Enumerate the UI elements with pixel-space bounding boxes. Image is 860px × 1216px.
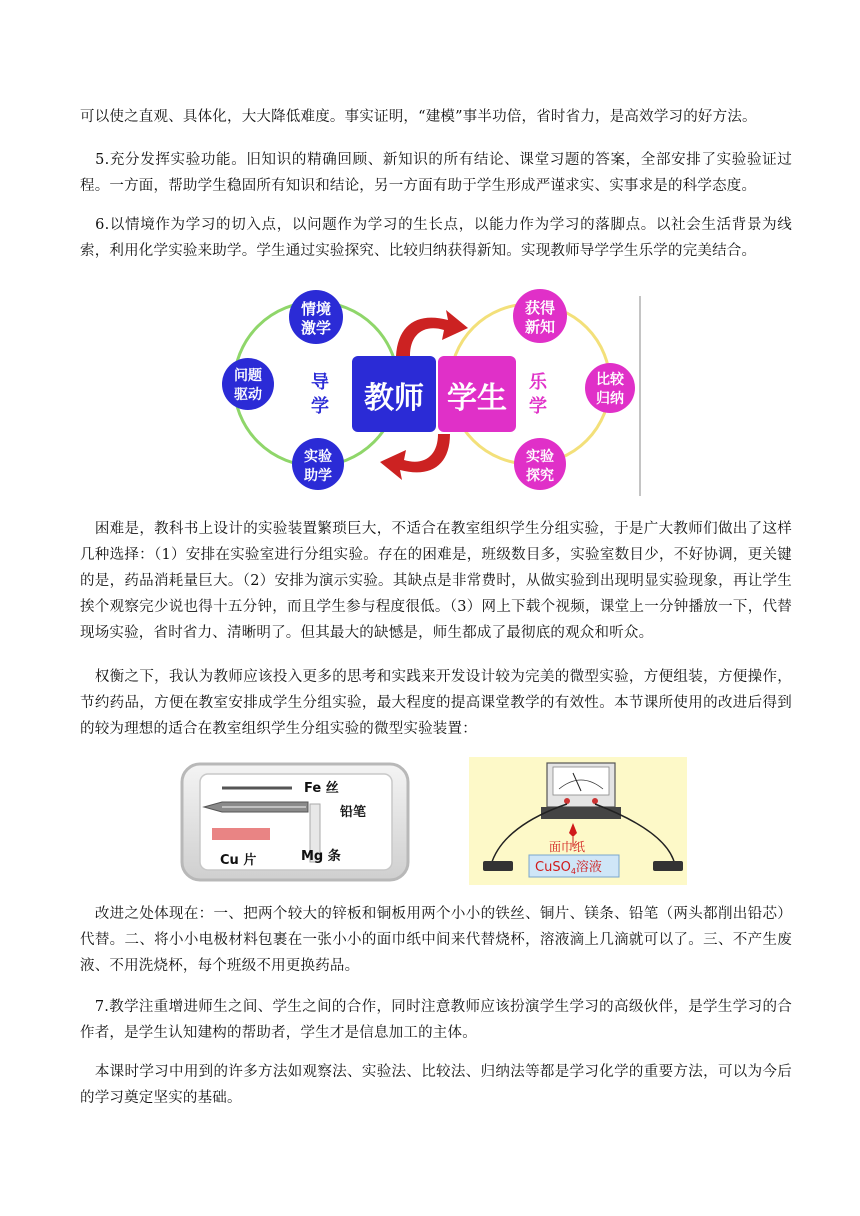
node-explore bbox=[514, 438, 566, 490]
node-text: 新知 bbox=[524, 318, 556, 336]
node-problem bbox=[222, 358, 274, 410]
paragraph-7 bbox=[80, 994, 792, 1046]
paragraph-text: 权衡之下，我认为教师应该投入更多的思考和实践来开发设计较为完美的微型实验，方便组装，方便操作，节约药品，方便在教室安排成学生分组实验，最大程度的提高课堂教学的有效性。本节课所使用的改进后得到的较为理想的适合在教室组织学生分组实验的微型实验装置： bbox=[80, 669, 792, 737]
tissue-label: 面巾纸 bbox=[549, 840, 586, 854]
node-text: 激学 bbox=[300, 319, 332, 337]
electrode-materials-figure bbox=[180, 760, 412, 884]
node-text: 获得 bbox=[524, 299, 556, 317]
paragraph-4 bbox=[80, 516, 792, 646]
node-text: 归纳 bbox=[596, 391, 624, 407]
paragraph-text: 困难是，教科书上设计的实验装置繁琐巨大，不适合在教室组织学生分组实验，于是广大教师们做出了这样几种选择：（1）安排在实验室进行分组实验。存在的困难是，班级数目多，实验室数目少，不好协调，更关键的是，药品消耗量巨大。（2）安排为演示实验。其缺点是非常费时，从做实验到出现明显实验现象，再让学生挨个观察完少说也得十五分钟，而且学生参与程度很低。（3）网上下载个视频，课堂上一分钟播放一下，代替现场实验，省时省力、清晰明了。但其最大的缺憾是，师生都成了最彻底的观众和听众。 bbox=[80, 521, 792, 641]
guide-label-2: 学 bbox=[311, 396, 329, 417]
node-context bbox=[289, 290, 343, 344]
node-experiment-help bbox=[292, 438, 344, 490]
guide-label-1: 导 bbox=[311, 372, 329, 393]
node-compare bbox=[585, 363, 635, 413]
node-gain-knowledge bbox=[513, 289, 567, 343]
paragraph-text: 本课时学习中用到的许多方法如观察法、实验法、比较法、归纳法等都是学习化学的重要方法，可以为今后的学习奠定坚实的基础。 bbox=[80, 1064, 792, 1106]
paragraph-text: 5.充分发挥实验功能。旧知识的精确回顾、新知识的所有结论、课堂习题的答案，全部安排了实验验证过程。一方面，帮助学生稳固所有知识和结论，另一方面有助于学生形成严谨求实、实事求是的科学态度。 bbox=[80, 152, 792, 194]
node-text: 实验 bbox=[526, 449, 554, 465]
paragraph-6 bbox=[80, 901, 792, 979]
node-text: 探究 bbox=[526, 468, 554, 484]
mg-label: Mg 条 bbox=[301, 849, 341, 864]
teacher-label: 教师 bbox=[364, 381, 424, 416]
paragraph-1 bbox=[80, 104, 792, 130]
node-text: 问题 bbox=[234, 368, 262, 384]
pencil-label: 铅笔 bbox=[340, 805, 367, 820]
cu-plate bbox=[212, 828, 270, 840]
paragraph-5 bbox=[80, 664, 792, 742]
node-text: 比较 bbox=[596, 372, 624, 388]
teaching-model-diagram bbox=[218, 284, 650, 498]
curved-arrow-bottom-icon bbox=[380, 434, 450, 480]
paragraph-text: 可以使之直观、具体化，大大降低难度。事实证明，“建模”事半功倍，省时省力，是高效学习的好方法。 bbox=[80, 109, 757, 125]
paragraph-3 bbox=[80, 212, 792, 264]
right-clip bbox=[653, 861, 683, 871]
enjoy-label-1: 乐 bbox=[529, 372, 547, 393]
paragraph-text: 6.以情境作为学习的切入点，以问题作为学习的生长点，以能力作为学习的落脚点。以社会生活背景为线索，利用化学实验来助学。学生通过实验探究、比较归纳获得新知。实现教师导学学生乐学的完美结合。 bbox=[80, 217, 792, 259]
node-text: 实验 bbox=[304, 449, 332, 465]
galvanometer-setup-figure bbox=[469, 757, 687, 885]
fe-label: Fe 丝 bbox=[304, 781, 339, 796]
left-clip bbox=[483, 861, 513, 871]
student-label: 学生 bbox=[447, 381, 507, 416]
node-text: 驱动 bbox=[234, 387, 262, 403]
cu-label: Cu 片 bbox=[220, 853, 257, 868]
paragraph-text: 改进之处体现在：一、把两个较大的锌板和铜板用两个小小的铁丝、铜片、镁条、铅笔（两头都削出铅芯）代替。二、将小小电极材料包裹在一张小小的面巾纸中间来代替烧杯，溶液滴上几滴就可以了。三、不产生废液、不用洗烧杯，每个班级不用更换药品。 bbox=[80, 906, 792, 974]
paragraph-8 bbox=[80, 1059, 792, 1111]
solution-label: CuSO$_4$溶液 bbox=[535, 860, 602, 876]
node-text: 助学 bbox=[304, 468, 332, 484]
enjoy-label-2: 学 bbox=[529, 396, 547, 417]
paragraph-2 bbox=[80, 147, 792, 199]
paragraph-text: 7.教学注重增进师生之间、学生之间的合作，同时注意教师应该扮演学生学习的高级伙伴，是学生学习的合作者，是学生认知建构的帮助者，学生才是信息加工的主体。 bbox=[80, 999, 792, 1041]
node-text: 情境 bbox=[300, 300, 332, 318]
